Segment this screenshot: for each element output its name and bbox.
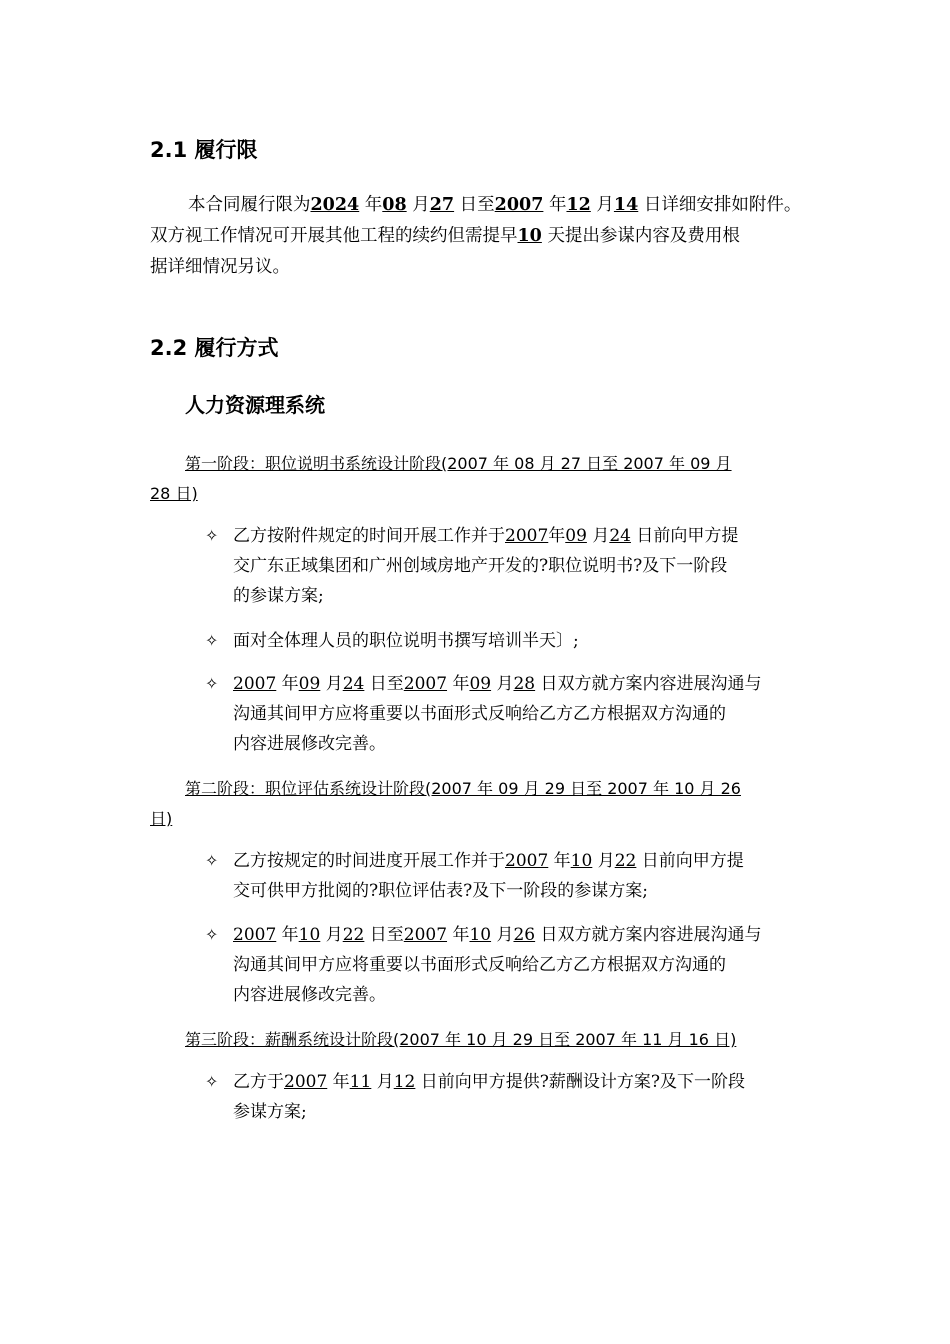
phase-3-title <box>150 1025 800 1055</box>
text: 日详细安排如附件。 <box>643 195 802 215</box>
bullet-4-line-2: 交可供甲方批阅的?职位评估表?及下一阶段的参谋方案; <box>233 881 648 901</box>
text: 年 <box>452 925 470 945</box>
bullet-diamond-icon: ✧ <box>205 674 219 693</box>
text: 月 <box>496 674 514 694</box>
text: 日至 <box>369 674 404 694</box>
text: 年 <box>332 1072 350 1092</box>
date-month: 11 <box>349 1072 372 1092</box>
bullet-5-line-2: 沟通其间甲方应将重要以书面形式反响给乙方乙方根据双方沟通的 <box>233 955 726 975</box>
subheading-hr-system: 人力资源理系统 <box>185 393 325 417</box>
text: 年 <box>548 195 567 215</box>
date-day: 12 <box>393 1072 416 1092</box>
bullet-4-line-1 <box>233 846 805 876</box>
bullet-diamond-icon: ✧ <box>205 526 219 545</box>
start-day: 27 <box>429 195 455 215</box>
text: 双方视工作情况可开展其他工程的续约但需提早 <box>150 226 518 246</box>
bullet-diamond-icon: ✧ <box>205 631 219 650</box>
bullet-item-4 <box>205 846 805 906</box>
text: 日前向甲方提 <box>636 526 739 546</box>
bullet-item-2 <box>205 626 805 656</box>
text: 年 <box>281 674 299 694</box>
text: 乙方按规定的时间进度开展工作并于 <box>233 851 505 871</box>
notice-days: 10 <box>517 226 542 246</box>
bullet-1-line-1 <box>233 521 805 551</box>
text: 月 <box>325 674 343 694</box>
phase-1-title <box>150 449 800 509</box>
start-year: 2024 <box>310 195 360 215</box>
bullet-item-3 <box>205 669 805 759</box>
text: 日前向甲方提 <box>641 851 744 871</box>
phase-2-line-1: 第二阶段：职位评估系统设计阶段(2007 年 09 月 29 日至 2007 年 10 月 26 <box>185 779 741 798</box>
phase-2-line-2: 日) <box>150 809 173 828</box>
paragraph-line-3: 据详细情况另议。 <box>150 257 290 277</box>
date-year: 2007 <box>233 674 277 694</box>
bullet-3-line-2: 沟通其间甲方应将重要以书面形式反响给乙方乙方根据双方沟通的 <box>233 704 726 724</box>
text: 月 <box>597 851 615 871</box>
date-year: 2007 <box>403 674 448 694</box>
date-year: 2007 <box>505 851 549 871</box>
bullet-5-line-3: 内容进展修改完善。 <box>233 985 386 1005</box>
paragraph-line-1 <box>150 190 810 221</box>
text: 月 <box>596 195 614 215</box>
bullet-5-line-1 <box>233 920 805 950</box>
text: 乙方于 <box>233 1072 284 1092</box>
phase-2-title <box>150 774 800 834</box>
text: 日前向甲方提供?薪酬设计方案?及下一阶段 <box>420 1072 745 1092</box>
bullet-2-line-1: 面对全体理人员的职位说明书撰写培训半天〕; <box>233 631 579 651</box>
date-year: 2007 <box>233 925 277 945</box>
bullet-item-1 <box>205 521 805 611</box>
text: 日双方就方案内容进展沟通与 <box>540 674 762 694</box>
end-day: 14 <box>613 195 639 215</box>
bullet-1-line-2: 交广东正域集团和广州创域房地产开发的?职位说明书?及下一阶段 <box>233 556 728 576</box>
bullet-1-line-3: 的参谋方案; <box>233 586 324 606</box>
section-heading-2-1: 2.1 履行限 <box>150 138 258 162</box>
section-heading-2-2: 2.2 履行方式 <box>150 336 279 360</box>
date-month: 10 <box>570 851 593 871</box>
end-year: 2007 <box>494 195 544 215</box>
paragraph-line-2 <box>150 221 810 252</box>
section-2-1-paragraph <box>150 190 810 283</box>
text: 年 <box>364 195 383 215</box>
phase-1-line-2: 28 日) <box>150 484 198 503</box>
date-month: 09 <box>298 674 321 694</box>
bullet-item-5 <box>205 920 805 1010</box>
text: 月 <box>412 195 430 215</box>
text: 月 <box>592 526 610 546</box>
text: 本合同履行限为 <box>188 195 311 215</box>
text: 年 <box>548 526 566 546</box>
date-month: 09 <box>469 674 492 694</box>
bullet-diamond-icon: ✧ <box>205 851 219 870</box>
date-year: 2007 <box>505 526 549 546</box>
date-day: 24 <box>342 674 365 694</box>
phase-1-line-1: 第一阶段：职位说明书系统设计阶段(2007 年 08 月 27 日至 2007 年 09 月 <box>185 454 732 473</box>
date-day: 22 <box>342 925 365 945</box>
text: 天提出参谋内容及费用根 <box>547 226 740 246</box>
date-year: 2007 <box>284 1072 328 1092</box>
text: 日至 <box>369 925 404 945</box>
text: 月 <box>376 1072 394 1092</box>
date-day: 28 <box>513 674 536 694</box>
start-month: 08 <box>382 195 407 215</box>
bullet-item-6 <box>205 1067 805 1127</box>
bullet-3-line-3: 内容进展修改完善。 <box>233 734 386 754</box>
text: 年 <box>553 851 571 871</box>
text: 月 <box>325 925 343 945</box>
text: 月 <box>496 925 514 945</box>
bullet-diamond-icon: ✧ <box>205 925 219 944</box>
date-month: 10 <box>298 925 321 945</box>
text: 年 <box>452 674 470 694</box>
phase-3-line-1: 第三阶段：薪酬系统设计阶段(2007 年 10 月 29 日至 2007 年 11 月 16 日) <box>185 1030 737 1049</box>
text: 日至 <box>459 195 495 215</box>
date-day: 24 <box>609 526 631 546</box>
bullet-6-line-1 <box>233 1067 805 1097</box>
date-day: 22 <box>614 851 637 871</box>
bullet-6-line-2: 参谋方案; <box>233 1102 307 1122</box>
text: 乙方按附件规定的时间开展工作并于 <box>233 526 505 546</box>
date-year: 2007 <box>403 925 448 945</box>
date-day: 26 <box>513 925 536 945</box>
text: 年 <box>281 925 299 945</box>
date-month: 09 <box>565 526 587 546</box>
text: 日双方就方案内容进展沟通与 <box>540 925 762 945</box>
bullet-3-line-1 <box>233 669 805 699</box>
end-month: 12 <box>566 195 591 215</box>
date-month: 10 <box>469 925 492 945</box>
bullet-diamond-icon: ✧ <box>205 1072 219 1091</box>
